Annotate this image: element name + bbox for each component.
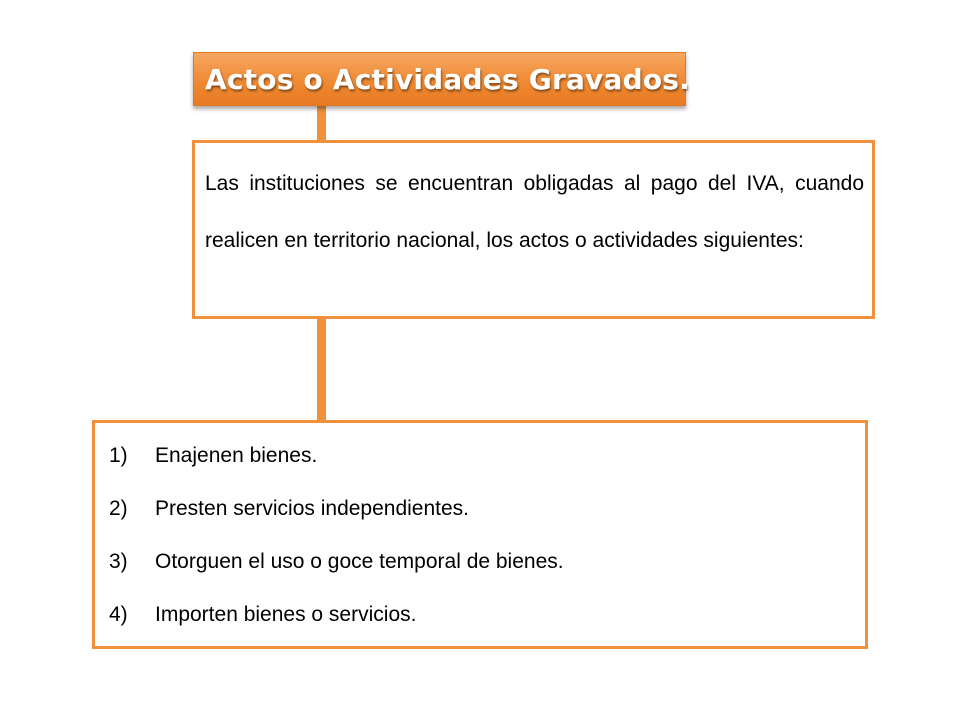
diagram-title: Actos o Actividades Gravados. [205,62,690,96]
list-item [109,549,865,575]
activities-list-box [92,420,868,649]
item-number: 1) [109,444,128,467]
title-box [193,52,690,106]
connector-line-bottom [317,316,326,424]
activities-list [109,443,865,628]
item-text: Otorguen el uso o goce temporal de bienes. [155,550,564,573]
list-item [109,443,865,469]
item-number: 2) [109,497,128,520]
description-text: Las instituciones se encuentran obligadas al pago del IVA, cuando realicen en territorio nacional, los actos o actividades siguientes: [205,172,864,252]
item-number: 3) [109,550,128,573]
item-text: Importen bienes o servicios. [155,603,417,626]
list-item [109,602,865,628]
connector-line-top [317,104,326,144]
description-box [192,140,875,319]
item-text: Enajenen bienes. [155,444,318,467]
item-number: 4) [109,603,128,626]
item-text: Presten servicios independientes. [155,497,470,520]
list-item [109,496,865,522]
